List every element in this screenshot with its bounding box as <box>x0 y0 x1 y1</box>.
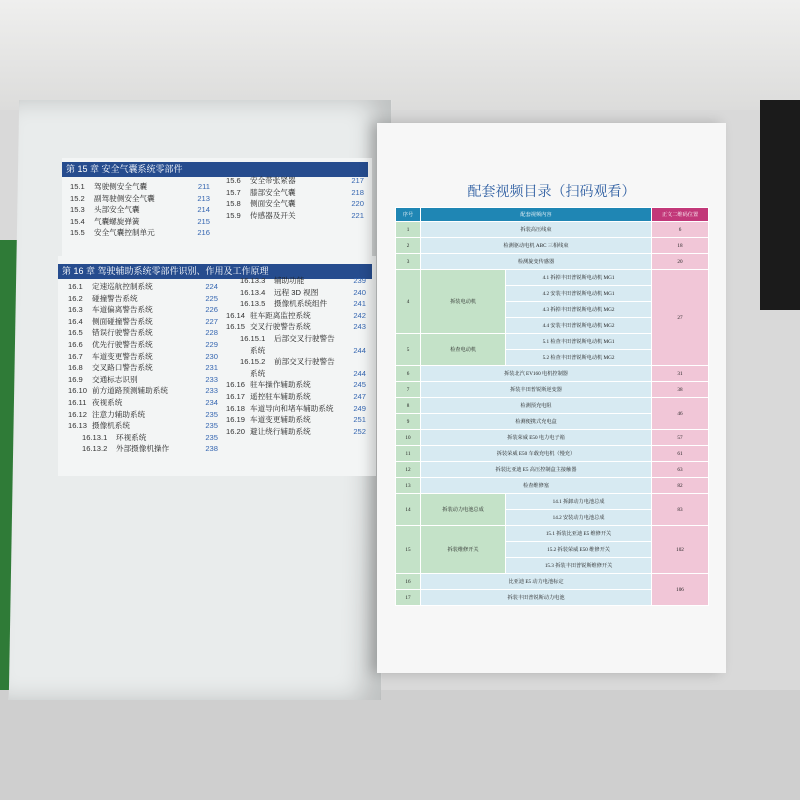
table-row[interactable] <box>396 238 709 254</box>
toc-entry[interactable] <box>68 386 218 396</box>
toc-entry-number: 16.5 <box>68 328 83 338</box>
row-subitem: 15.3 拆装丰田普锐斯维修开关 <box>506 558 652 574</box>
table-row[interactable] <box>396 526 709 542</box>
toc-entry-page: 252 <box>353 426 366 436</box>
toc-entry-page: 217 <box>351 176 364 185</box>
row-subitem: 4.2 安装丰田普锐斯电动机 MG1 <box>506 286 652 302</box>
toc-entry-number: 15.7 <box>226 187 241 197</box>
toc-entry[interactable] <box>68 294 218 304</box>
toc-entry-page: 214 <box>197 205 210 215</box>
toc-entry[interactable] <box>70 194 210 204</box>
toc-entry-number: 16.14 <box>226 310 246 320</box>
table-row[interactable] <box>396 574 709 590</box>
toc-entry-title: 摄像机系统组件 <box>274 299 328 309</box>
toc-entry-page: 221 <box>351 210 364 220</box>
toc-entry-title: 外部摄像机操作 <box>116 444 170 454</box>
table-row[interactable] <box>396 366 709 382</box>
dark-object <box>760 100 800 310</box>
row-item: 拆装丰田普锐斯动力电池 <box>421 590 652 606</box>
header-content: 配套视频内容 <box>421 208 652 222</box>
toc-entry-title: 系统 <box>250 368 266 378</box>
toc-entry[interactable] <box>68 340 218 350</box>
table-row[interactable] <box>396 446 709 462</box>
toc-entry-page: 238 <box>205 444 218 454</box>
toc-entry-number: 16.13.3 <box>240 276 266 285</box>
toc-entry-page: 243 <box>353 322 366 332</box>
toc-entry-number: 16.9 <box>68 374 83 384</box>
row-page: 38 <box>652 382 709 398</box>
header-page: 正文二维码位置 <box>652 208 709 222</box>
toc-entry-number: 16.13.5 <box>240 299 266 309</box>
row-number: 15 <box>396 526 421 574</box>
row-item: 检测预充电阻 <box>421 398 652 414</box>
toc-entry-number: 16.17 <box>226 392 246 401</box>
toc-entry-number: 16.3 <box>68 305 83 315</box>
toc-entry-page: 251 <box>353 415 366 425</box>
toc-entry-number: 16.12 <box>68 409 88 419</box>
row-number: 17 <box>396 590 421 606</box>
toc-entry-number: 16.13.1 <box>82 432 108 442</box>
toc-entry[interactable] <box>226 188 364 198</box>
toc-entry-page: 230 <box>205 351 218 361</box>
toc-entry-number: 15.3 <box>70 205 85 215</box>
row-number: 4 <box>396 270 421 334</box>
background-top <box>0 0 800 110</box>
toc-entry-number: 15.2 <box>70 193 85 203</box>
toc-entry-title: 交叉行驶警告系统 <box>250 322 311 332</box>
row-number: 2 <box>396 238 421 254</box>
toc-entry-title: 注意力辅助系统 <box>92 409 146 419</box>
toc-entry-title: 车道偏离警告系统 <box>92 305 153 315</box>
table-row[interactable] <box>396 398 709 414</box>
toc-entry-title: 头部安全气囊 <box>94 205 140 215</box>
toc-entry-title: 侧面安全气囊 <box>250 199 296 209</box>
table-row[interactable] <box>396 270 709 286</box>
toc-entry-page: 239 <box>353 276 366 285</box>
toc-entry-page: 233 <box>205 374 218 384</box>
toc-entry-number: 16.13 <box>68 421 88 431</box>
toc-entry[interactable] <box>240 276 366 286</box>
row-number: 11 <box>396 446 421 462</box>
left-page-content <box>44 128 364 688</box>
row-item: 拆装荣威 E50 电力电子箱 <box>421 430 652 446</box>
toc-entry-number: 16.15.2 <box>240 357 266 367</box>
toc-entry-number: 15.5 <box>70 228 85 238</box>
toc-entry-page: 224 <box>205 282 218 291</box>
toc-entry-number: 15.4 <box>70 216 85 226</box>
toc-entry-page: 247 <box>353 392 366 401</box>
toc-entry[interactable] <box>68 317 218 327</box>
row-subitem: 15.1 拆装比亚迪 E5 维修开关 <box>506 526 652 542</box>
toc-entry-title: 车道导向和堵车辅助系统 <box>250 403 334 413</box>
toc-entry-number: 16.18 <box>226 403 246 413</box>
toc-entry-page: 244 <box>353 345 366 355</box>
row-item: 检测旋变传感器 <box>421 254 652 270</box>
row-number: 3 <box>396 254 421 270</box>
toc-entry-title: 摄像机系统 <box>92 421 130 431</box>
row-item: 检查维修塞 <box>421 478 652 494</box>
toc-entry-title: 安全带张紧器 <box>250 176 296 185</box>
row-number: 12 <box>396 462 421 478</box>
toc-entry[interactable] <box>70 228 210 238</box>
row-item: 比亚迪 E5 动力电池标定 <box>421 574 652 590</box>
row-subitem: 4.1 拆掉丰田普锐斯电动机 MG1 <box>506 270 652 286</box>
toc-entry[interactable] <box>68 421 218 431</box>
toc-entry[interactable] <box>226 311 366 321</box>
toc-entry-title: 交叉路口警告系统 <box>92 363 153 373</box>
toc-entry[interactable] <box>226 369 366 379</box>
row-number: 1 <box>396 222 421 238</box>
toc-entry[interactable] <box>226 176 364 186</box>
toc-entry[interactable] <box>226 199 364 209</box>
row-number: 16 <box>396 574 421 590</box>
row-page: 18 <box>652 238 709 254</box>
toc-entry[interactable] <box>68 410 218 420</box>
toc-entry-title: 驾驶侧安全气囊 <box>94 182 148 191</box>
toc-entry-title: 驻车距离监控系统 <box>250 310 311 320</box>
toc-entry-number: 15.8 <box>226 199 241 209</box>
toc-entry[interactable] <box>240 288 366 298</box>
row-subitem: 14.2 安装动力电池总成 <box>506 510 652 526</box>
row-number: 10 <box>396 430 421 446</box>
toc-entry-number: 16.2 <box>68 293 83 303</box>
toc-entry-page: 227 <box>205 316 218 326</box>
toc-entry-page: 235 <box>205 409 218 419</box>
toc-entry-title: 遥控驻车辅助系统 <box>250 392 311 401</box>
row-subitem: 5.1 检查丰田普锐斯电动机 MG1 <box>506 334 652 350</box>
toc-entry[interactable] <box>226 404 366 414</box>
toc-entry-title: 环视系统 <box>116 432 147 442</box>
toc-entry-number: 15.1 <box>70 182 85 191</box>
toc-entry[interactable] <box>226 346 366 356</box>
row-number: 14 <box>396 494 421 526</box>
toc-entry-title: 安全气囊控制单元 <box>94 228 155 238</box>
toc-entry-number: 16.1 <box>68 282 83 291</box>
table-row[interactable] <box>396 222 709 238</box>
toc-entry[interactable] <box>240 334 366 344</box>
toc-entry-page: 244 <box>353 368 366 378</box>
row-item: 拆装丰田普锐斯逆变器 <box>421 382 652 398</box>
toc-entry-page: 242 <box>353 310 366 320</box>
row-subitem: 15.2 拆装荣威 E50 维修开关 <box>506 542 652 558</box>
toc-entry-page: 240 <box>353 287 366 297</box>
toc-entry[interactable] <box>68 282 218 292</box>
row-page: 61 <box>652 446 709 462</box>
row-group: 拆装维修开关 <box>421 526 506 574</box>
toc-entry-page: 235 <box>205 421 218 431</box>
toc-entry-page: 229 <box>205 340 218 349</box>
toc-entry[interactable] <box>226 211 364 221</box>
table-row[interactable] <box>396 462 709 478</box>
row-subitem: 4.3 拆掉丰田普锐斯电动机 MG2 <box>506 302 652 318</box>
row-subitem: 4.4 安装丰田普锐斯电动机 MG2 <box>506 318 652 334</box>
header-num: 序号 <box>396 208 421 222</box>
toc-entry-page: 249 <box>353 403 366 413</box>
toc-entry-number: 15.9 <box>226 210 241 220</box>
toc-entry[interactable] <box>68 328 218 338</box>
right-page <box>377 123 726 673</box>
toc-entry-page: 218 <box>351 187 364 197</box>
toc-entry-number: 16.13.2 <box>82 444 108 454</box>
row-page: 6 <box>652 222 709 238</box>
toc-entry-page: 220 <box>351 199 364 209</box>
table-row[interactable] <box>396 382 709 398</box>
toc-entry[interactable] <box>68 305 218 315</box>
toc-entry[interactable] <box>68 352 218 362</box>
video-table-body <box>396 222 709 606</box>
toc-entry-number: 16.8 <box>68 363 83 373</box>
chapter15-title: 第 15 章 安全气囊系统零部件 <box>62 162 368 177</box>
row-page: 106 <box>652 574 709 606</box>
row-item: 拆装荣威 E50 车载充电机（慢充） <box>421 446 652 462</box>
row-page: 31 <box>652 366 709 382</box>
toc-entry-title: 优先行驶警告系统 <box>92 340 153 349</box>
row-page: 27 <box>652 270 709 366</box>
toc-entry[interactable] <box>70 182 210 192</box>
toc-entry[interactable] <box>226 427 366 437</box>
toc-entry-title: 气囊螺旋弹簧 <box>94 216 140 226</box>
toc-entry[interactable] <box>226 392 366 402</box>
toc-entry-title: 辅助功能 <box>274 276 305 285</box>
toc-entry-title: 传感器及开关 <box>250 210 296 220</box>
toc-entry-page: 241 <box>353 299 366 309</box>
toc-entry[interactable] <box>82 433 218 443</box>
toc-entry[interactable] <box>226 380 366 390</box>
toc-entry-page: 235 <box>205 432 218 442</box>
toc-entry[interactable] <box>226 415 366 425</box>
toc-entry-title: 前方道路预测辅助系统 <box>92 386 168 396</box>
toc-entry[interactable] <box>226 322 366 332</box>
row-number: 6 <box>396 366 421 382</box>
row-number: 8 <box>396 398 421 414</box>
toc-entry-title: 后部交叉行驶警告 <box>274 334 335 343</box>
toc-entry-number: 16.11 <box>68 398 87 407</box>
toc-entry-title: 侧面碰撞警告系统 <box>92 316 153 326</box>
toc-entry-page: 213 <box>197 193 210 203</box>
toc-entry-page: 215 <box>197 216 210 226</box>
toc-entry[interactable] <box>70 217 210 227</box>
row-item: 拆装北汽 EV160 电机控制器 <box>421 366 652 382</box>
toc-entry-title: 车道变更警告系统 <box>92 351 153 361</box>
toc-entry-page: 245 <box>353 380 366 390</box>
toc-entry-title: 系统 <box>250 345 266 355</box>
row-item: 检测便携式充电盒 <box>421 414 652 430</box>
table-row[interactable] <box>396 494 709 510</box>
toc-entry-title: 错误行驶警告系统 <box>92 328 153 338</box>
row-number: 7 <box>396 382 421 398</box>
chapter16-title: 第 16 章 驾驶辅助系统零部件识别、作用及工作原理 <box>58 264 372 279</box>
toc-entry-title: 交通标志识别 <box>92 374 138 384</box>
toc-entry[interactable] <box>68 398 218 408</box>
toc-entry[interactable] <box>70 205 210 215</box>
toc-entry-title: 夜视系统 <box>92 398 123 407</box>
row-page: 20 <box>652 254 709 270</box>
row-page: 83 <box>652 494 709 526</box>
toc-entry-number: 16.15.1 <box>240 334 266 343</box>
toc-entry-number: 16.13.4 <box>240 287 266 297</box>
toc-entry-number: 15.6 <box>226 176 241 185</box>
toc-entry-title: 碰撞警告系统 <box>92 293 138 303</box>
toc-entry[interactable] <box>68 375 218 385</box>
row-page: 57 <box>652 430 709 446</box>
toc-entry[interactable] <box>68 363 218 373</box>
toc-entry-number: 16.15 <box>226 322 246 332</box>
background-bottom <box>0 690 800 800</box>
row-item: 拆装比亚迪 E5 高压控制盒主接触器 <box>421 462 652 478</box>
toc-entry[interactable] <box>240 357 366 367</box>
toc-entry-number: 16.4 <box>68 316 83 326</box>
row-group: 拆装电动机 <box>421 270 506 334</box>
toc-entry-number: 16.10 <box>68 386 88 396</box>
table-row[interactable] <box>396 478 709 494</box>
table-row[interactable] <box>396 254 709 270</box>
toc-entry-page: 216 <box>197 228 210 238</box>
row-page: 63 <box>652 462 709 478</box>
toc-entry-number: 16.20 <box>226 426 246 436</box>
row-subitem: 5.2 检查丰田普锐斯电动机 MG2 <box>506 350 652 366</box>
row-item: 检测驱动电机 ABC 三相线束 <box>421 238 652 254</box>
toc-entry-page: 233 <box>205 386 218 396</box>
row-page: 82 <box>652 478 709 494</box>
toc-entry-title: 避让绕行辅助系统 <box>250 426 311 436</box>
toc-entry-title: 前部交叉行驶警告 <box>274 357 335 367</box>
toc-entry-page: 211 <box>197 182 210 191</box>
table-row[interactable] <box>396 430 709 446</box>
toc-entry-number: 16.6 <box>68 340 83 349</box>
row-page: 46 <box>652 398 709 430</box>
row-group: 拆装动力电池总成 <box>421 494 506 526</box>
video-table <box>395 207 709 606</box>
row-page: 102 <box>652 526 709 574</box>
toc-entry-page: 234 <box>205 398 218 407</box>
toc-entry-page: 226 <box>205 305 218 315</box>
video-catalog-title: 配套视频目录（扫码观看） <box>467 183 636 199</box>
row-item: 拆装高压线束 <box>421 222 652 238</box>
row-number: 13 <box>396 478 421 494</box>
toc-entry-number: 16.19 <box>226 415 246 425</box>
row-subitem: 14.1 拆卸动力电池总成 <box>506 494 652 510</box>
toc-entry-page: 228 <box>205 328 218 338</box>
toc-entry-title: 副驾驶侧安全气囊 <box>94 193 155 203</box>
toc-entry-page: 231 <box>205 363 218 373</box>
toc-entry[interactable] <box>240 299 366 309</box>
toc-entry-number: 16.7 <box>68 351 83 361</box>
row-number: 9 <box>396 414 421 430</box>
toc-entry-title: 远程 3D 视图 <box>274 287 319 297</box>
toc-entry-title: 车道变更辅助系统 <box>250 415 311 425</box>
toc-entry-page: 225 <box>205 293 218 303</box>
row-number: 5 <box>396 334 421 366</box>
toc-entry-title: 驻车操作辅助系统 <box>250 380 311 390</box>
toc-entry-number: 16.16 <box>226 380 246 390</box>
toc-entry-title: 定速巡航控制系统 <box>92 282 153 291</box>
toc-entry-title: 膝部安全气囊 <box>250 187 296 197</box>
row-group: 检查电动机 <box>421 334 506 366</box>
toc-entry[interactable] <box>82 444 218 454</box>
